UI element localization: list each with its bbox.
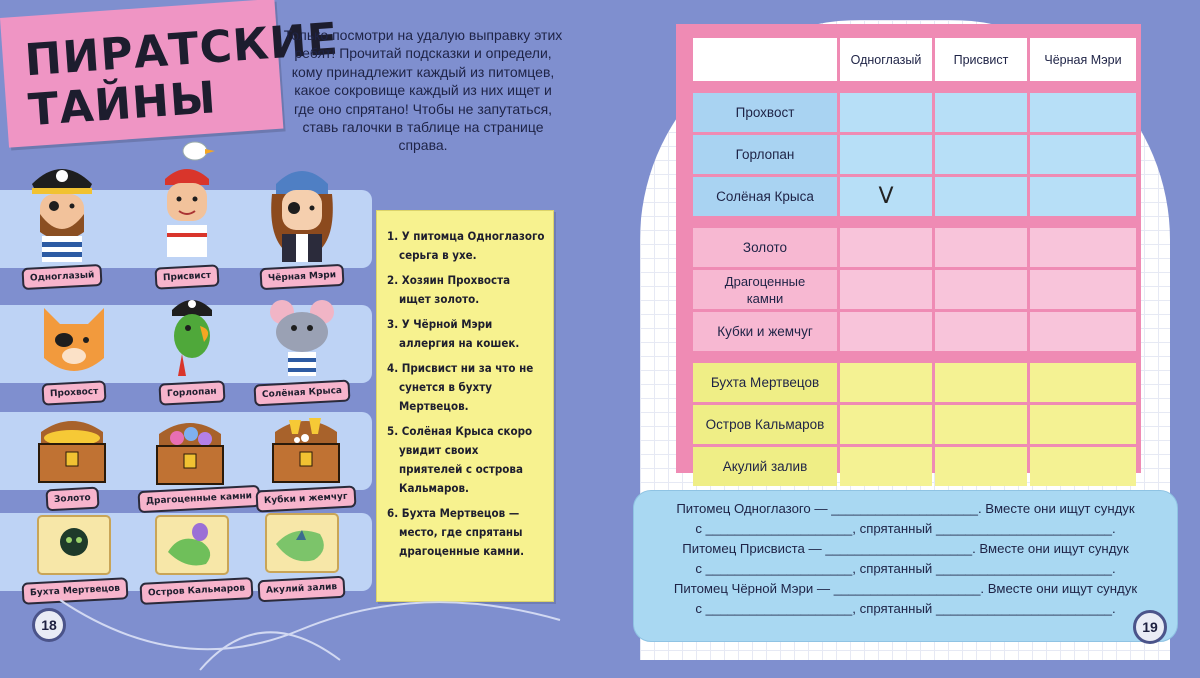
grid-cell[interactable] [935, 405, 1027, 444]
answer-line-5[interactable]: Питомец Чёрной Мэри — ____________________. Вместе они ищут сундук [673, 581, 1138, 596]
row-header-pet-3: Солёная Крыса [693, 177, 837, 216]
grid-cell[interactable] [1030, 447, 1136, 486]
answers-box [633, 490, 1178, 642]
pirate-oneeye-icon [22, 152, 102, 264]
clue-3: 3. У Чёрной Мэри аллергия на кошек. [387, 317, 520, 350]
grid-cell-checked[interactable] [840, 177, 932, 216]
clue-5: 5. Солёная Крыса скоро увидит своих приятелей с острова Кальмаров. [387, 424, 533, 495]
col-header-1: Одноглазый [840, 38, 932, 81]
cups-chest-icon [261, 410, 351, 486]
clues-card [376, 210, 554, 602]
grid-cell[interactable] [935, 312, 1027, 351]
label-pirate-3: Чёрная Мэри [259, 264, 344, 290]
grid-cell[interactable] [935, 135, 1027, 174]
grid-cell[interactable] [840, 363, 932, 402]
row-header-treasure-2-text: Драгоценные камни [724, 273, 806, 306]
label-pirate-1: Одноглазый [21, 264, 102, 290]
col-header-3: Чёрная Мэри [1030, 38, 1136, 81]
title-line-1: ПИРАТСКИЕ [23, 13, 341, 87]
row-header-place-2: Остров Кальмаров [693, 405, 837, 444]
page-number-right: 19 [1133, 610, 1167, 644]
gems-chest-icon [145, 412, 235, 486]
pirate-whistle-icon [147, 137, 227, 264]
grid-cell[interactable] [935, 270, 1027, 309]
gold-chest-icon [27, 410, 117, 486]
grid-cell[interactable] [840, 447, 932, 486]
grid-cell[interactable] [1030, 93, 1136, 132]
clue-6: 6. Бухта Мертвецов — место, где спрятаны драгоценные камни. [387, 506, 525, 558]
grid-cell[interactable] [1030, 312, 1136, 351]
grid-cell[interactable] [1030, 135, 1136, 174]
label-pet-3: Солёная Крыса [253, 380, 350, 407]
row-header-pet-2: Горлопан [693, 135, 837, 174]
grid-corner [693, 38, 837, 81]
pirate-card-3 [250, 154, 354, 288]
grid-cell[interactable] [840, 135, 932, 174]
row-header-treasure-2 [693, 270, 837, 309]
label-treasure-2: Драгоценные камни [138, 485, 261, 513]
grid-cell[interactable] [840, 228, 932, 267]
grid-cell[interactable] [935, 447, 1027, 486]
cat-icon [34, 298, 114, 380]
label-pet-1: Прохвост [41, 380, 106, 405]
label-place-2: Остров Кальмаров [140, 577, 254, 605]
answer-line-1[interactable]: Питомец Одноглазого — ____________________. Вместе они ищут сундук [676, 501, 1135, 516]
treasure-card-1 [20, 410, 124, 510]
pet-card-1 [22, 298, 126, 404]
logic-grid [690, 35, 1139, 489]
title-line-2: ТАЙНЫ [26, 72, 219, 137]
row-header-treasure-1: Золото [693, 228, 837, 267]
label-treasure-3: Кубки и жемчуг [256, 485, 357, 512]
treasure-card-2 [138, 412, 253, 510]
grid-cell[interactable] [935, 228, 1027, 267]
row-header-place-3: Акулий залив [693, 447, 837, 486]
grid-cell[interactable] [1030, 405, 1136, 444]
answer-line-4[interactable]: с ____________________, спрятанный ________________________. [695, 561, 1116, 576]
pirate-mary-icon [262, 154, 342, 264]
grid-cell[interactable] [1030, 177, 1136, 216]
label-place-1: Бухта Мертвецов [21, 577, 128, 605]
grid-cell[interactable] [1030, 228, 1136, 267]
pirate-card-2 [135, 137, 239, 288]
label-pirate-2: Присвист [154, 264, 219, 289]
check-mark: V [878, 184, 894, 209]
grid-cell[interactable] [935, 363, 1027, 402]
grid-cell[interactable] [1030, 363, 1136, 402]
pet-card-3 [250, 292, 354, 404]
row-header-pet-1: Прохвост [693, 93, 837, 132]
grid-cell[interactable] [840, 312, 932, 351]
grid-cell[interactable] [840, 93, 932, 132]
treasure-card-3 [254, 410, 358, 510]
clue-2: 2. Хозяин Прохвоста ищет золото. [387, 273, 511, 306]
title-card [0, 0, 341, 148]
grid-cell[interactable] [840, 405, 932, 444]
row-header-treasure-3: Кубки и жемчуг [693, 312, 837, 351]
label-treasure-1: Золото [45, 487, 99, 512]
grid-cell[interactable] [935, 93, 1027, 132]
intro-text: Только посмотри на удалую выправку этих ребят! Прочитай подсказки и определи, кому принадлежит каждый из питомцев, какое сокровище каждый из них ищет и где оно спрятано! Чтобы не запутаться, ставь галочки в таблице на странице справа. [283, 27, 563, 154]
rat-icon [262, 292, 342, 380]
pirate-card-1 [10, 152, 114, 288]
clue-4: 4. Присвист ни за что не сунется в бухту Мертвецов. [387, 361, 534, 413]
parrot-icon [152, 290, 232, 380]
answer-line-2[interactable]: с ____________________, спрятанный ________________________. [695, 521, 1116, 536]
grid-cell[interactable] [1030, 270, 1136, 309]
page-number-left: 18 [32, 608, 66, 642]
grid-cell[interactable] [840, 270, 932, 309]
row-header-place-1: Бухта Мертвецов [693, 363, 837, 402]
grid-cell[interactable] [935, 177, 1027, 216]
answer-line-3[interactable]: Питомец Присвиста — ____________________. Вместе они ищут сундук [682, 541, 1129, 556]
pet-card-2 [140, 290, 244, 404]
clue-1: 1. У питомца Одноглазого серьга в ухе. [387, 229, 545, 262]
label-place-3: Акулий залив [258, 576, 346, 603]
dotted-path-decoration [0, 560, 640, 678]
answer-line-6[interactable]: с ____________________, спрятанный ________________________. [695, 601, 1116, 616]
label-pet-2: Горлопан [159, 380, 226, 405]
col-header-2: Присвист [935, 38, 1027, 81]
